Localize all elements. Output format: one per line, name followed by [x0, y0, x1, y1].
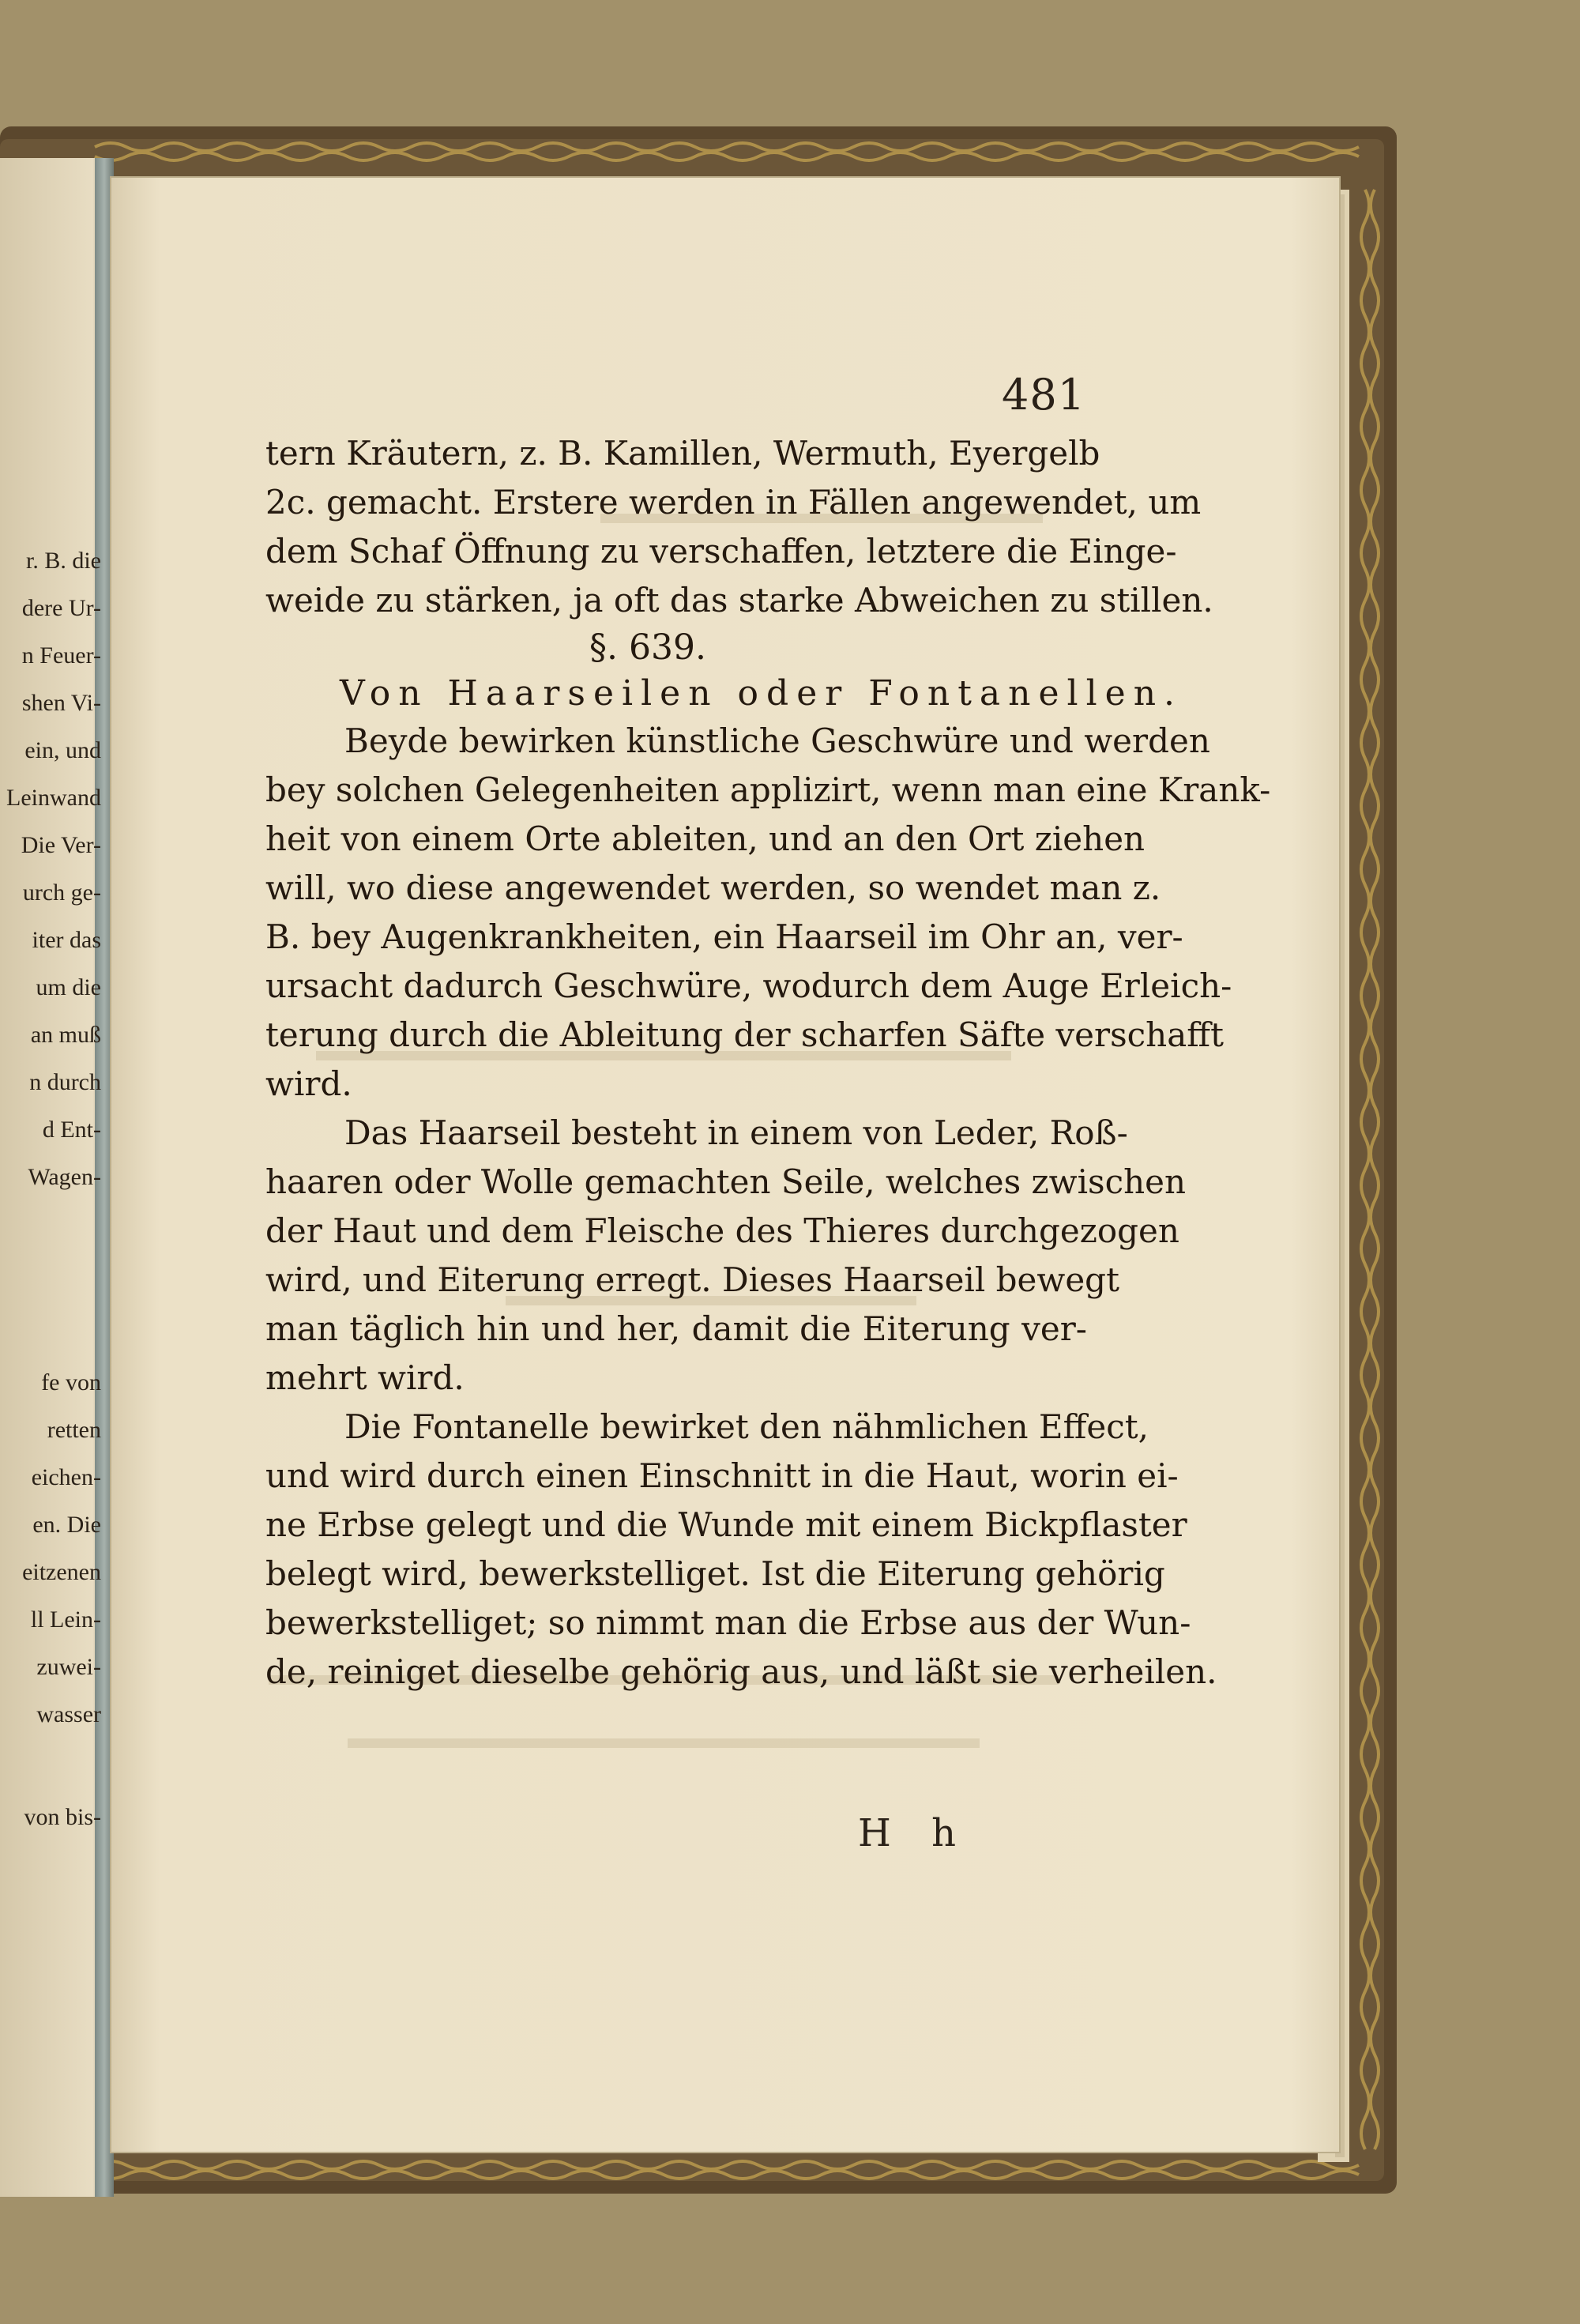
signature-mark: H h: [858, 1811, 971, 1855]
left-fragment: shen Vi-: [21, 690, 101, 716]
left-fragment: wasser: [36, 1701, 101, 1727]
section-number: §. 639.: [589, 627, 706, 668]
left-fragment: Wagen-: [28, 1164, 101, 1190]
text-line: ne Erbse gelegt und die Wunde mit einem Bickpflaster: [265, 1505, 1187, 1544]
text-line: ursacht dadurch Geschwüre, wodurch dem Auge Erleich-: [265, 966, 1232, 1005]
left-fragment: Die Ver-: [21, 832, 101, 858]
text-line: de, reiniget dieselbe gehörig aus, und läßt sie verheilen.: [265, 1652, 1217, 1691]
left-fragment: ein, und: [24, 737, 101, 763]
left-fragment: retten: [47, 1417, 101, 1443]
text-line: Das Haarseil besteht in einem von Leder, Roß-: [344, 1113, 1128, 1152]
text-line: belegt wird, bewerkstelliget. Ist die Eiterung gehörig: [265, 1554, 1165, 1593]
text-line: wird, und Eiterung erregt. Dieses Haarseil bewegt: [265, 1260, 1119, 1299]
text-line: und wird durch einen Einschnitt in die Haut, worin ei-: [265, 1456, 1179, 1495]
text-line: bewerkstelliget; so nimmt man die Erbse aus der Wun-: [265, 1603, 1191, 1642]
left-fragment: an muß: [30, 1022, 101, 1048]
left-fragment: dere Ur-: [21, 595, 101, 621]
text-line: der Haut und dem Fleische des Thieres durchgezogen: [265, 1211, 1179, 1250]
text-line: haaren oder Wolle gemachten Seile, welches zwischen: [265, 1162, 1187, 1201]
page-number: 481: [1002, 370, 1086, 420]
left-fragment: eitzenen: [22, 1559, 101, 1585]
left-fragment: d Ent-: [42, 1117, 101, 1143]
left-fragment: urch ge-: [22, 880, 101, 906]
left-fragment: Leinwand: [6, 785, 101, 811]
text-line: Die Fontanelle bewirket den nähmlichen Effect,: [344, 1407, 1149, 1446]
text-line: 2c. gemacht. Erstere werden in Fällen angewendet, um: [265, 483, 1202, 522]
left-fragment: n durch: [29, 1069, 101, 1095]
text-line: heit von einem Orte ableiten, und an den Ort ziehen: [265, 819, 1146, 858]
left-fragment: fe von: [41, 1369, 101, 1396]
text-line: mehrt wird.: [265, 1358, 465, 1397]
text-line: man täglich hin und her, damit die Eiterung ver-: [265, 1309, 1087, 1348]
left-fragment: iter das: [32, 927, 101, 953]
text-line: Beyde bewirken künstliche Geschwüre und werden: [344, 721, 1210, 760]
text-line: B. bey Augenkrankheiten, ein Haarseil im Ohr an, ver-: [265, 917, 1183, 956]
left-fragment: um die: [36, 974, 101, 1000]
text-line: tern Kräutern, z. B. Kamillen, Wermuth, Eyergelb: [265, 434, 1100, 473]
text-line: will, wo diese angewendet werden, so wendet man z.: [265, 868, 1161, 907]
text-line: bey solchen Gelegenheiten applizirt, wenn man eine Krank-: [265, 770, 1271, 809]
text-line: dem Schaf Öffnung zu verschaffen, letztere die Einge-: [265, 532, 1177, 571]
left-fragment: von bis-: [24, 1804, 101, 1830]
left-fragment: n Feuer-: [21, 642, 101, 669]
left-fragment: en. Die: [32, 1512, 101, 1538]
text-line: terung durch die Ableitung der scharfen Säfte verschafft: [265, 1015, 1224, 1054]
left-fragment: zuwei-: [36, 1654, 101, 1680]
section-heading: Von Haarseilen oder Fontanellen.: [340, 673, 1183, 714]
left-fragment: ll Lein-: [30, 1606, 101, 1633]
text-line: wird.: [265, 1064, 352, 1103]
text-line: weide zu stärken, ja oft das starke Abweichen zu stillen.: [265, 581, 1213, 620]
left-fragment: eichen-: [31, 1464, 101, 1490]
left-fragment: r. B. die: [26, 548, 101, 574]
